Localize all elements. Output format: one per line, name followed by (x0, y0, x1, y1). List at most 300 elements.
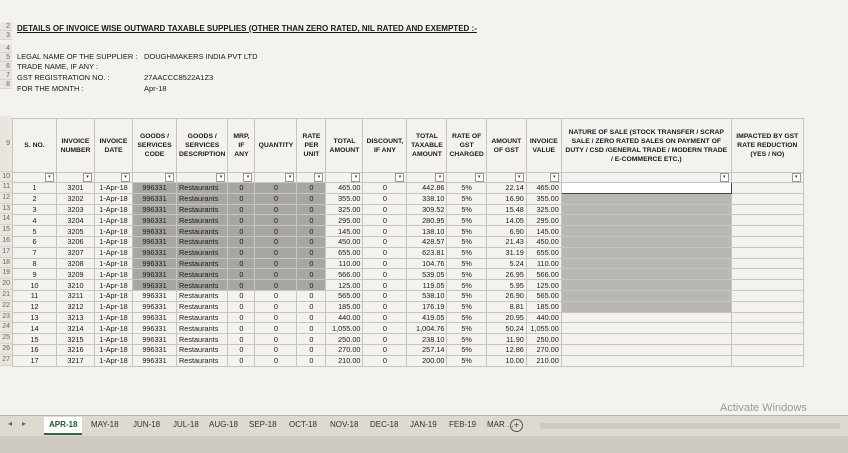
table-cell[interactable]: Restaurants (177, 269, 228, 280)
table-cell[interactable]: 3207 (57, 247, 95, 258)
table-cell[interactable]: 21.43 (486, 236, 526, 247)
table-cell[interactable]: 0 (297, 204, 326, 215)
table-cell[interactable]: 1-Apr-18 (95, 344, 133, 355)
table-cell[interactable]: 0 (297, 258, 326, 269)
column-header[interactable]: INVOICE VALUE (526, 119, 561, 173)
table-cell[interactable]: 0 (228, 355, 255, 366)
table-cell[interactable]: 0 (255, 193, 297, 204)
table-cell[interactable]: 355.00 (326, 193, 363, 204)
row-number[interactable]: 6 (0, 62, 12, 71)
filter-dropdown-icon[interactable]: ▾ (351, 173, 360, 182)
table-cell[interactable]: 15.48 (486, 204, 526, 215)
table-cell[interactable]: 440.00 (526, 312, 561, 323)
table-cell[interactable]: 996331 (133, 323, 177, 334)
table-cell[interactable] (731, 312, 803, 323)
table-cell[interactable]: 0 (363, 301, 407, 312)
table-cell[interactable]: 996331 (133, 334, 177, 345)
filter-dropdown-icon[interactable]: ▾ (550, 173, 559, 182)
table-cell[interactable]: 110.00 (326, 258, 363, 269)
table-cell[interactable]: 210.00 (326, 355, 363, 366)
table-cell[interactable]: Restaurants (177, 290, 228, 301)
table-cell[interactable]: 450.00 (526, 236, 561, 247)
table-cell[interactable]: 26.95 (486, 269, 526, 280)
table-cell[interactable]: 0 (255, 247, 297, 258)
table-cell[interactable]: 0 (297, 226, 326, 237)
filter-dropdown-icon[interactable]: ▾ (45, 173, 54, 182)
table-cell[interactable]: 996331 (133, 204, 177, 215)
table-cell[interactable]: 0 (228, 258, 255, 269)
table-cell[interactable]: 1-Apr-18 (95, 312, 133, 323)
table-cell[interactable]: 5% (447, 355, 486, 366)
filter-dropdown-icon[interactable]: ▾ (515, 173, 524, 182)
tab-scroll-left-icon[interactable]: ◂ (8, 419, 13, 428)
table-cell[interactable]: 325.00 (326, 204, 363, 215)
table-cell[interactable]: 0 (363, 226, 407, 237)
table-cell[interactable]: 125.00 (326, 280, 363, 291)
column-header[interactable]: INVOICE NUMBER (57, 119, 95, 173)
table-cell[interactable]: 1-Apr-18 (95, 247, 133, 258)
table-cell[interactable]: 0 (255, 215, 297, 226)
table-cell[interactable]: 6.90 (486, 226, 526, 237)
table-cell[interactable]: 0 (255, 236, 297, 247)
table-cell[interactable]: 1-Apr-18 (95, 280, 133, 291)
table-cell[interactable] (731, 226, 803, 237)
table-cell[interactable]: 3208 (57, 258, 95, 269)
table-cell[interactable]: Restaurants (177, 183, 228, 194)
filter-dropdown-icon[interactable]: ▾ (121, 173, 130, 182)
column-header[interactable]: NATURE OF SALE (STOCK TRANSFER / SCRAP SALE / ZERO RATED SALES ON PAYMENT OF DUTY / CSD /GENERAL TRADE / MODERN TRADE / E-COMMERCE ETC.) (561, 119, 731, 173)
table-cell[interactable]: 12.86 (486, 344, 526, 355)
row-number[interactable]: 20 (0, 279, 12, 290)
table-cell[interactable] (561, 312, 731, 323)
table-cell[interactable]: 0 (228, 312, 255, 323)
table-cell[interactable]: 309.52 (407, 204, 447, 215)
table-cell[interactable]: 3213 (57, 312, 95, 323)
table-cell[interactable] (561, 334, 731, 345)
table-cell[interactable] (561, 258, 731, 269)
table-cell[interactable]: Restaurants (177, 355, 228, 366)
filter-dropdown-icon[interactable]: ▾ (285, 173, 294, 182)
table-cell[interactable]: 0 (363, 323, 407, 334)
column-header[interactable]: QUANTITY (255, 119, 297, 173)
table-cell[interactable]: 355.00 (526, 193, 561, 204)
table-cell[interactable]: 210.00 (526, 355, 561, 366)
filter-dropdown-icon[interactable]: ▾ (435, 173, 444, 182)
table-cell[interactable]: 12 (13, 301, 57, 312)
sheet-tab[interactable]: JUN-18 (133, 420, 161, 429)
table-cell[interactable]: 0 (255, 334, 297, 345)
table-cell[interactable] (731, 204, 803, 215)
table-cell[interactable]: 0 (228, 301, 255, 312)
filter-dropdown-icon[interactable]: ▾ (243, 173, 252, 182)
column-header[interactable]: S. NO. (13, 119, 57, 173)
table-cell[interactable] (561, 183, 731, 194)
row-number[interactable]: 10 (0, 172, 12, 182)
table-cell[interactable]: 996331 (133, 301, 177, 312)
table-cell[interactable]: 5% (447, 301, 486, 312)
table-cell[interactable]: 996331 (133, 290, 177, 301)
table-cell[interactable]: 145.00 (526, 226, 561, 237)
table-cell[interactable]: 3201 (57, 183, 95, 194)
table-cell[interactable]: 0 (297, 280, 326, 291)
table-cell[interactable]: 31.19 (486, 247, 526, 258)
table-cell[interactable]: 0 (228, 183, 255, 194)
table-cell[interactable] (731, 355, 803, 366)
column-header[interactable]: RATE PER UNIT (297, 119, 326, 173)
table-cell[interactable]: 0 (297, 215, 326, 226)
table-cell[interactable] (731, 183, 803, 194)
table-cell[interactable]: 0 (255, 312, 297, 323)
table-cell[interactable]: 5% (447, 334, 486, 345)
table-cell[interactable]: 8 (13, 258, 57, 269)
table-cell[interactable]: 1-Apr-18 (95, 183, 133, 194)
table-cell[interactable] (731, 344, 803, 355)
column-header[interactable]: RATE OF GST CHARGED (447, 119, 486, 173)
table-cell[interactable]: 0 (228, 269, 255, 280)
row-number[interactable]: 4 (0, 44, 12, 53)
table-cell[interactable]: 0 (228, 193, 255, 204)
table-cell[interactable]: 26.90 (486, 290, 526, 301)
table-cell[interactable]: 0 (297, 344, 326, 355)
table-cell[interactable] (561, 323, 731, 334)
row-number[interactable]: 25 (0, 333, 12, 344)
row-number[interactable]: 23 (0, 312, 12, 323)
sheet-tab[interactable]: JUL-18 (173, 420, 199, 429)
table-cell[interactable]: 1,055.00 (326, 323, 363, 334)
sheet-tab[interactable]: MAY-18 (91, 420, 119, 429)
table-cell[interactable]: 16.90 (486, 193, 526, 204)
table-cell[interactable]: 0 (363, 312, 407, 323)
table-cell[interactable]: 0 (255, 280, 297, 291)
table-cell[interactable]: 14.05 (486, 215, 526, 226)
table-cell[interactable]: 465.00 (526, 183, 561, 194)
table-cell[interactable]: 996331 (133, 355, 177, 366)
table-cell[interactable]: 1-Apr-18 (95, 193, 133, 204)
table-cell[interactable]: 5% (447, 290, 486, 301)
table-cell[interactable]: 6 (13, 236, 57, 247)
table-cell[interactable]: 565.00 (326, 290, 363, 301)
table-cell[interactable]: 295.00 (526, 215, 561, 226)
table-cell[interactable]: 280.95 (407, 215, 447, 226)
table-cell[interactable]: 1,055.00 (526, 323, 561, 334)
table-cell[interactable]: 0 (297, 183, 326, 194)
table-cell[interactable]: 5 (13, 226, 57, 237)
table-cell[interactable]: 5.95 (486, 280, 526, 291)
table-cell[interactable]: 996331 (133, 280, 177, 291)
table-cell[interactable]: 996331 (133, 269, 177, 280)
table-cell[interactable]: 270.00 (326, 344, 363, 355)
table-cell[interactable]: 0 (255, 269, 297, 280)
table-cell[interactable]: 3217 (57, 355, 95, 366)
table-cell[interactable]: 3 (13, 204, 57, 215)
table-cell[interactable]: 7 (13, 247, 57, 258)
table-cell[interactable]: 450.00 (326, 236, 363, 247)
table-cell[interactable]: Restaurants (177, 280, 228, 291)
sheet-tab[interactable]: SEP-18 (249, 420, 277, 429)
row-number[interactable]: 3 (0, 31, 12, 40)
table-cell[interactable]: 5% (447, 247, 486, 258)
table-cell[interactable]: Restaurants (177, 236, 228, 247)
table-cell[interactable]: 11.90 (486, 334, 526, 345)
table-cell[interactable]: 185.00 (526, 301, 561, 312)
table-cell[interactable] (731, 334, 803, 345)
row-number[interactable]: 26 (0, 344, 12, 355)
sheet-tab[interactable]: AUG-18 (209, 420, 238, 429)
table-cell[interactable]: 0 (363, 258, 407, 269)
row-number[interactable]: 11 (0, 182, 12, 193)
column-header[interactable]: AMOUNT OF GST (486, 119, 526, 173)
table-cell[interactable]: 3212 (57, 301, 95, 312)
table-cell[interactable]: 0 (228, 204, 255, 215)
filter-dropdown-icon[interactable]: ▾ (314, 173, 323, 182)
table-cell[interactable]: 5% (447, 226, 486, 237)
sheet-tab[interactable]: MAR ... (487, 420, 514, 429)
table-cell[interactable]: 0 (228, 280, 255, 291)
table-cell[interactable]: 5% (447, 344, 486, 355)
sheet-tab[interactable]: OCT-18 (289, 420, 318, 429)
table-cell[interactable]: 996331 (133, 215, 177, 226)
table-cell[interactable]: 250.00 (526, 334, 561, 345)
table-cell[interactable]: 419.05 (407, 312, 447, 323)
table-cell[interactable]: 250.00 (326, 334, 363, 345)
column-header[interactable]: IMPACTED BY GST RATE REDUCTION (YES / NO) (731, 119, 803, 173)
table-cell[interactable]: 0 (297, 193, 326, 204)
table-cell[interactable]: 3205 (57, 226, 95, 237)
filter-dropdown-icon[interactable]: ▾ (395, 173, 404, 182)
table-cell[interactable]: 996331 (133, 312, 177, 323)
table-cell[interactable]: 0 (228, 247, 255, 258)
table-cell[interactable]: 0 (297, 334, 326, 345)
table-cell[interactable]: 0 (297, 323, 326, 334)
column-header[interactable]: MRP, IF ANY (228, 119, 255, 173)
table-cell[interactable]: 996331 (133, 236, 177, 247)
table-cell[interactable] (731, 215, 803, 226)
table-cell[interactable]: 442.86 (407, 183, 447, 194)
table-cell[interactable]: Restaurants (177, 312, 228, 323)
table-cell[interactable]: 17 (13, 355, 57, 366)
table-cell[interactable]: 623.81 (407, 247, 447, 258)
table-cell[interactable]: 0 (255, 344, 297, 355)
table-cell[interactable] (561, 269, 731, 280)
row-number[interactable]: 18 (0, 258, 12, 269)
table-cell[interactable]: 3216 (57, 344, 95, 355)
table-cell[interactable] (731, 193, 803, 204)
table-cell[interactable]: 16 (13, 344, 57, 355)
table-cell[interactable] (561, 301, 731, 312)
row-number[interactable]: 22 (0, 301, 12, 312)
table-cell[interactable]: 440.00 (326, 312, 363, 323)
table-cell[interactable]: 0 (228, 215, 255, 226)
table-cell[interactable]: 465.00 (326, 183, 363, 194)
table-cell[interactable]: 538.10 (407, 290, 447, 301)
table-cell[interactable] (731, 290, 803, 301)
add-sheet-button[interactable]: + (510, 419, 523, 432)
table-cell[interactable]: 3215 (57, 334, 95, 345)
table-cell[interactable]: 0 (297, 301, 326, 312)
table-cell[interactable]: Restaurants (177, 344, 228, 355)
table-cell[interactable]: 138.10 (407, 226, 447, 237)
table-cell[interactable]: 9 (13, 269, 57, 280)
table-cell[interactable]: 996331 (133, 258, 177, 269)
table-cell[interactable]: 0 (363, 290, 407, 301)
table-cell[interactable]: 0 (255, 323, 297, 334)
table-cell[interactable]: Restaurants (177, 334, 228, 345)
table-cell[interactable]: 295.00 (326, 215, 363, 226)
table-cell[interactable]: Restaurants (177, 301, 228, 312)
row-number[interactable]: 8 (0, 80, 12, 89)
table-cell[interactable] (561, 290, 731, 301)
table-cell[interactable]: 3214 (57, 323, 95, 334)
table-cell[interactable]: 0 (255, 258, 297, 269)
table-cell[interactable] (731, 280, 803, 291)
table-cell[interactable]: 5% (447, 204, 486, 215)
table-cell[interactable]: 110.00 (526, 258, 561, 269)
table-cell[interactable]: 5.24 (486, 258, 526, 269)
table-cell[interactable]: 3203 (57, 204, 95, 215)
table-cell[interactable]: 996331 (133, 247, 177, 258)
table-cell[interactable]: 996331 (133, 183, 177, 194)
table-cell[interactable]: 104.76 (407, 258, 447, 269)
table-cell[interactable]: 5% (447, 269, 486, 280)
table-cell[interactable]: 996331 (133, 226, 177, 237)
table-cell[interactable]: 145.00 (326, 226, 363, 237)
table-cell[interactable]: Restaurants (177, 204, 228, 215)
sheet-tab[interactable]: DEC-18 (370, 420, 399, 429)
table-cell[interactable]: 5% (447, 258, 486, 269)
table-cell[interactable]: 1-Apr-18 (95, 334, 133, 345)
tab-scroll-right-icon[interactable]: ▸ (22, 419, 27, 428)
sheet-tab[interactable]: APR-18 (44, 417, 82, 435)
table-cell[interactable]: 3204 (57, 215, 95, 226)
table-cell[interactable]: 655.00 (326, 247, 363, 258)
table-cell[interactable]: Restaurants (177, 247, 228, 258)
table-cell[interactable]: Restaurants (177, 193, 228, 204)
filter-dropdown-icon[interactable]: ▾ (165, 173, 174, 182)
table-cell[interactable]: 0 (363, 280, 407, 291)
table-cell[interactable]: 0 (297, 355, 326, 366)
table-cell[interactable]: 14 (13, 323, 57, 334)
table-cell[interactable]: 0 (228, 236, 255, 247)
table-cell[interactable]: 238.10 (407, 334, 447, 345)
column-header[interactable]: GOODS / SERVICES DESCRIPTION (177, 119, 228, 173)
table-cell[interactable] (561, 344, 731, 355)
table-cell[interactable]: 0 (228, 334, 255, 345)
table-cell[interactable]: 3211 (57, 290, 95, 301)
table-cell[interactable]: 1-Apr-18 (95, 258, 133, 269)
table-cell[interactable]: 5% (447, 183, 486, 194)
table-cell[interactable]: 539.05 (407, 269, 447, 280)
table-cell[interactable]: 0 (228, 290, 255, 301)
filter-dropdown-icon[interactable]: ▾ (475, 173, 484, 182)
table-cell[interactable]: 5% (447, 215, 486, 226)
row-number[interactable]: 12 (0, 193, 12, 204)
row-number[interactable]: 19 (0, 268, 12, 279)
table-cell[interactable]: 0 (228, 323, 255, 334)
table-cell[interactable]: Restaurants (177, 258, 228, 269)
row-number[interactable]: 24 (0, 322, 12, 333)
table-cell[interactable] (561, 247, 731, 258)
table-cell[interactable]: 5% (447, 236, 486, 247)
table-cell[interactable] (561, 193, 731, 204)
table-cell[interactable]: 3206 (57, 236, 95, 247)
table-cell[interactable] (731, 301, 803, 312)
table-cell[interactable]: 15 (13, 334, 57, 345)
row-number[interactable]: 9 (0, 116, 12, 172)
filter-dropdown-icon[interactable]: ▾ (792, 173, 801, 182)
table-cell[interactable]: 10 (13, 280, 57, 291)
table-cell[interactable]: 200.00 (407, 355, 447, 366)
table-cell[interactable]: 0 (363, 355, 407, 366)
table-cell[interactable]: 0 (363, 344, 407, 355)
table-cell[interactable]: 0 (363, 215, 407, 226)
table-cell[interactable]: 1,004.76 (407, 323, 447, 334)
table-cell[interactable] (731, 236, 803, 247)
column-header[interactable]: TOTAL AMOUNT (326, 119, 363, 173)
table-cell[interactable]: 0 (363, 334, 407, 345)
row-number[interactable]: 13 (0, 204, 12, 215)
table-cell[interactable]: 8.81 (486, 301, 526, 312)
table-cell[interactable]: 22.14 (486, 183, 526, 194)
table-cell[interactable]: 0 (255, 226, 297, 237)
table-cell[interactable] (561, 226, 731, 237)
table-cell[interactable]: 5% (447, 193, 486, 204)
row-number[interactable]: 27 (0, 355, 12, 366)
table-cell[interactable]: 428.57 (407, 236, 447, 247)
sheet-tab[interactable]: JAN-19 (410, 420, 437, 429)
table-cell[interactable] (561, 280, 731, 291)
table-cell[interactable]: 185.00 (326, 301, 363, 312)
row-number[interactable]: 16 (0, 236, 12, 247)
table-cell[interactable]: Restaurants (177, 323, 228, 334)
table-cell[interactable]: 5% (447, 280, 486, 291)
table-cell[interactable]: 0 (255, 204, 297, 215)
table-cell[interactable]: 1 (13, 183, 57, 194)
filter-dropdown-icon[interactable]: ▾ (83, 173, 92, 182)
column-header[interactable]: TOTAL TAXABLE AMOUNT (407, 119, 447, 173)
table-cell[interactable]: 1-Apr-18 (95, 204, 133, 215)
table-cell[interactable]: 1-Apr-18 (95, 269, 133, 280)
table-cell[interactable]: 1-Apr-18 (95, 301, 133, 312)
sheet-tab[interactable]: NOV-18 (330, 420, 359, 429)
table-cell[interactable]: 0 (255, 183, 297, 194)
table-cell[interactable]: 3209 (57, 269, 95, 280)
table-cell[interactable]: 0 (297, 290, 326, 301)
table-cell[interactable]: 325.00 (526, 204, 561, 215)
table-cell[interactable]: 1-Apr-18 (95, 290, 133, 301)
table-cell[interactable]: 0 (255, 301, 297, 312)
column-header[interactable]: INVOICE DATE (95, 119, 133, 173)
table-cell[interactable]: 11 (13, 290, 57, 301)
row-number[interactable]: 15 (0, 225, 12, 236)
table-cell[interactable] (561, 355, 731, 366)
row-number[interactable]: 17 (0, 247, 12, 258)
table-cell[interactable]: 566.00 (326, 269, 363, 280)
table-cell[interactable]: 20.95 (486, 312, 526, 323)
table-cell[interactable] (731, 323, 803, 334)
table-cell[interactable]: 270.00 (526, 344, 561, 355)
table-cell[interactable] (561, 236, 731, 247)
table-cell[interactable]: 0 (255, 290, 297, 301)
table-cell[interactable]: 1-Apr-18 (95, 215, 133, 226)
table-cell[interactable]: 338.10 (407, 193, 447, 204)
table-cell[interactable]: 2 (13, 193, 57, 204)
table-cell[interactable]: 1-Apr-18 (95, 226, 133, 237)
table-cell[interactable]: 0 (363, 247, 407, 258)
table-cell[interactable]: 0 (228, 344, 255, 355)
table-cell[interactable]: 0 (363, 183, 407, 194)
table-cell[interactable] (731, 258, 803, 269)
filter-dropdown-icon[interactable]: ▾ (720, 173, 729, 182)
